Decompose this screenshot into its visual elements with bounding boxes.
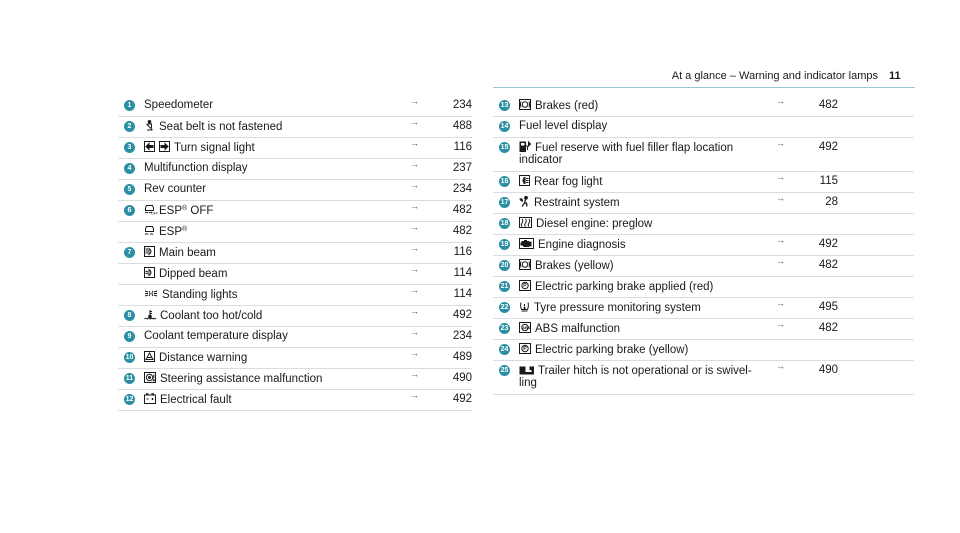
item-label xyxy=(144,309,262,322)
registered-mark: ® xyxy=(182,205,188,212)
page-reference-arrow: → xyxy=(776,235,785,245)
svg-text:ABS: ABS xyxy=(522,326,531,330)
list-item xyxy=(493,298,914,319)
item-label xyxy=(144,288,237,301)
brake-icon xyxy=(519,259,531,270)
list-item xyxy=(118,285,472,306)
list-item xyxy=(118,369,472,390)
item-number-badge: 22 xyxy=(500,304,509,311)
coolant-icon xyxy=(144,309,156,320)
page-reference-arrow: → xyxy=(776,298,785,308)
item-label xyxy=(519,259,614,272)
page-reference[interactable]: 114 xyxy=(453,267,472,279)
list-item xyxy=(118,96,472,117)
list-item xyxy=(493,138,914,172)
brake-icon xyxy=(519,99,531,110)
list-item xyxy=(493,361,914,395)
page-reference[interactable]: 492 xyxy=(818,238,838,250)
list-item xyxy=(118,390,472,411)
item-text: Engine diagnosis xyxy=(538,239,626,251)
item-label xyxy=(144,183,206,195)
item-text-line2: indicator xyxy=(519,154,563,166)
turn-right-icon xyxy=(159,141,170,152)
item-number-badge: 16 xyxy=(500,178,509,185)
svg-text:P: P xyxy=(523,283,527,290)
item-text: Fuel level display xyxy=(519,120,608,132)
item-number-badge: 23 xyxy=(500,325,509,332)
page-reference[interactable]: 482 xyxy=(818,322,838,334)
item-label xyxy=(519,120,607,132)
page-reference-arrow: → xyxy=(776,172,785,182)
item-number-badge: 6 xyxy=(124,205,135,216)
page-reference-arrow: → xyxy=(410,327,419,337)
item-number-badge: 4 xyxy=(124,163,135,174)
esp-icon xyxy=(144,225,155,236)
item-text: ESP xyxy=(159,226,183,238)
item-label xyxy=(144,204,213,217)
item-text: Steering assistance malfunction xyxy=(160,373,323,385)
list-item xyxy=(493,256,914,277)
list-item xyxy=(118,327,472,348)
item-number-badge: 2 xyxy=(124,121,135,132)
item-label xyxy=(144,246,216,259)
abs-icon xyxy=(519,322,531,333)
list-item xyxy=(118,222,472,243)
header-rule xyxy=(493,87,915,88)
item-text: Multifunction display xyxy=(144,162,248,174)
tyre-pressure-icon xyxy=(519,301,530,312)
item-text: Speedometer xyxy=(144,99,214,111)
page-reference-arrow: → xyxy=(776,319,785,329)
page-reference[interactable]: 28 xyxy=(825,196,838,208)
item-number-badge: 21 xyxy=(500,283,509,290)
page-reference-arrow: → xyxy=(410,243,419,253)
item-text: Rev counter xyxy=(144,183,207,195)
item-text: Brakes (yellow) xyxy=(535,260,614,272)
page-reference[interactable]: 492 xyxy=(818,141,838,153)
item-text: Electric parking brake applied (red) xyxy=(535,281,714,293)
item-label xyxy=(519,322,620,335)
item-label xyxy=(144,267,227,280)
item-label xyxy=(519,301,701,314)
item-label xyxy=(144,162,248,174)
page-reference[interactable]: 495 xyxy=(818,301,838,313)
list-item xyxy=(493,117,914,138)
preglow-icon xyxy=(519,217,532,228)
item-label xyxy=(519,175,602,188)
page-reference[interactable]: 492 xyxy=(452,309,472,321)
standing-lights-icon xyxy=(144,288,158,299)
item-text: Electric parking brake (yellow) xyxy=(535,344,689,356)
list-item xyxy=(118,117,472,138)
item-number-badge: 9 xyxy=(124,331,135,342)
item-text: Trailer hitch is not operational or is swivel- xyxy=(538,365,752,377)
page-reference-arrow: → xyxy=(410,159,419,169)
item-label xyxy=(144,141,255,154)
item-label xyxy=(144,351,247,364)
page-reference[interactable]: 482 xyxy=(818,259,838,271)
item-text: Coolant temperature display xyxy=(144,330,288,342)
item-text: Seat belt is not fastened xyxy=(159,121,283,133)
page-reference[interactable]: 490 xyxy=(452,372,472,384)
list-item xyxy=(493,319,914,340)
item-text-line2: ling xyxy=(519,377,537,389)
item-number-badge: 20 xyxy=(500,262,509,269)
item-text: Rear fog light xyxy=(534,176,603,188)
list-item xyxy=(493,235,914,256)
main-beam-icon xyxy=(144,246,155,257)
item-text: Coolant too hot/cold xyxy=(160,310,263,322)
list-item xyxy=(118,180,472,201)
item-number-badge: 25 xyxy=(500,367,509,374)
page-number: 11 xyxy=(889,70,901,82)
item-text-suffix: OFF xyxy=(187,205,214,217)
item-number-badge: 12 xyxy=(125,396,134,403)
item-label xyxy=(144,330,288,342)
item-number-badge: 15 xyxy=(500,144,509,151)
page-reference-arrow: → xyxy=(410,285,419,295)
list-item xyxy=(493,340,914,361)
list-item xyxy=(118,159,472,180)
page-reference[interactable]: 116 xyxy=(453,141,472,153)
item-text: Restraint system xyxy=(534,197,620,209)
list-item xyxy=(118,138,472,159)
page-reference[interactable]: 234 xyxy=(452,330,472,342)
dipped-beam-icon xyxy=(144,267,155,278)
steering-icon xyxy=(144,372,156,383)
page-reference[interactable]: 482 xyxy=(818,99,838,111)
registered-mark: ® xyxy=(182,226,188,233)
item-number-badge: 5 xyxy=(124,184,135,195)
item-text: Standing lights xyxy=(162,289,238,301)
turn-left-icon xyxy=(144,141,155,152)
list-item xyxy=(118,306,472,327)
page-reference-arrow: → xyxy=(410,138,419,148)
item-label xyxy=(144,225,187,238)
item-text: Turn signal light xyxy=(174,142,255,154)
item-number-badge: 14 xyxy=(500,123,509,130)
item-text: Dipped beam xyxy=(159,268,228,280)
item-text: Main beam xyxy=(159,247,216,259)
list-item xyxy=(118,243,472,264)
page-reference[interactable]: 116 xyxy=(453,246,472,258)
item-text: ESP xyxy=(159,205,183,217)
seat-belt-icon xyxy=(144,120,155,131)
svg-text:OFF: OFF xyxy=(151,211,158,216)
item-text: Electrical fault xyxy=(160,394,232,406)
item-label xyxy=(144,372,322,385)
item-text: Tyre pressure monitoring system xyxy=(534,302,701,314)
page-reference-arrow: → xyxy=(410,117,419,127)
item-label xyxy=(519,238,626,251)
page-reference-arrow: → xyxy=(410,264,419,274)
rear-fog-icon xyxy=(519,175,530,186)
page-reference-arrow: → xyxy=(410,180,419,190)
list-item xyxy=(118,348,472,369)
page-reference-arrow: → xyxy=(776,361,785,371)
item-label xyxy=(519,217,652,230)
item-label xyxy=(519,343,688,356)
item-number-badge: 7 xyxy=(124,247,135,258)
fuel-icon xyxy=(519,141,531,152)
page-reference-arrow: → xyxy=(410,390,419,400)
item-label xyxy=(144,99,213,111)
engine-icon xyxy=(519,238,534,249)
page-reference-arrow: → xyxy=(410,348,419,358)
page-reference[interactable]: 114 xyxy=(453,288,472,300)
page-reference-arrow: → xyxy=(410,222,419,232)
item-label xyxy=(519,280,713,293)
item-label xyxy=(519,99,598,112)
item-text: Diesel engine: preglow xyxy=(536,218,653,230)
list-item xyxy=(493,193,914,214)
list-item xyxy=(493,277,914,298)
page-reference[interactable]: 488 xyxy=(452,120,472,132)
item-label xyxy=(144,393,232,406)
item-text: Brakes (red) xyxy=(535,100,599,112)
item-number-badge: 24 xyxy=(500,346,509,353)
page-reference-arrow: → xyxy=(410,201,419,211)
list-item xyxy=(118,201,472,222)
item-label xyxy=(519,364,752,389)
item-number-badge: 11 xyxy=(125,375,134,382)
list-item xyxy=(118,264,472,285)
list-item xyxy=(493,214,914,235)
item-text: Distance warning xyxy=(159,352,248,364)
item-number-badge: 10 xyxy=(125,354,134,361)
page-reference-arrow: → xyxy=(776,256,785,266)
item-number-badge: 18 xyxy=(500,220,509,227)
item-number-badge: 8 xyxy=(124,310,135,321)
list-item xyxy=(493,96,914,117)
item-number-badge: 17 xyxy=(500,199,509,206)
page-reference[interactable]: 234 xyxy=(452,183,472,195)
page-reference-arrow: → xyxy=(776,138,785,148)
page-reference-arrow: → xyxy=(410,369,419,379)
page-reference-arrow: → xyxy=(410,306,419,316)
list-item xyxy=(493,172,914,193)
page-reference[interactable]: 115 xyxy=(819,175,838,187)
esp-off-icon xyxy=(144,204,158,216)
battery-icon xyxy=(144,393,156,404)
page-reference[interactable]: 489 xyxy=(452,351,472,363)
page-header-title: At a glance – Warning and indicator lamps xyxy=(671,70,878,82)
page-reference[interactable]: 482 xyxy=(452,225,472,237)
item-number-badge: 3 xyxy=(124,142,135,153)
page-reference[interactable]: 234 xyxy=(452,99,472,111)
item-text: Fuel reserve with fuel filler flap location xyxy=(535,142,734,154)
svg-text:P: P xyxy=(523,346,527,353)
page-reference-arrow: → xyxy=(410,96,419,106)
page-reference[interactable]: 237 xyxy=(452,162,472,174)
page-reference[interactable]: 490 xyxy=(818,364,838,376)
item-number-badge: 13 xyxy=(500,102,509,109)
item-number-badge: 19 xyxy=(500,241,509,248)
item-text: ABS malfunction xyxy=(535,323,621,335)
page-reference-arrow: → xyxy=(776,96,785,106)
page-reference-arrow: → xyxy=(776,193,785,203)
item-label xyxy=(519,196,620,209)
distance-warning-icon xyxy=(144,351,155,362)
parking-brake-icon xyxy=(519,343,531,354)
trailer-hitch-icon xyxy=(519,364,534,375)
restraint-icon xyxy=(519,196,530,207)
item-label xyxy=(144,120,282,133)
item-label xyxy=(519,141,733,166)
item-number-badge: 1 xyxy=(124,100,135,111)
page-reference[interactable]: 482 xyxy=(452,204,472,216)
page-reference[interactable]: 492 xyxy=(452,393,472,405)
parking-brake-icon xyxy=(519,280,531,291)
